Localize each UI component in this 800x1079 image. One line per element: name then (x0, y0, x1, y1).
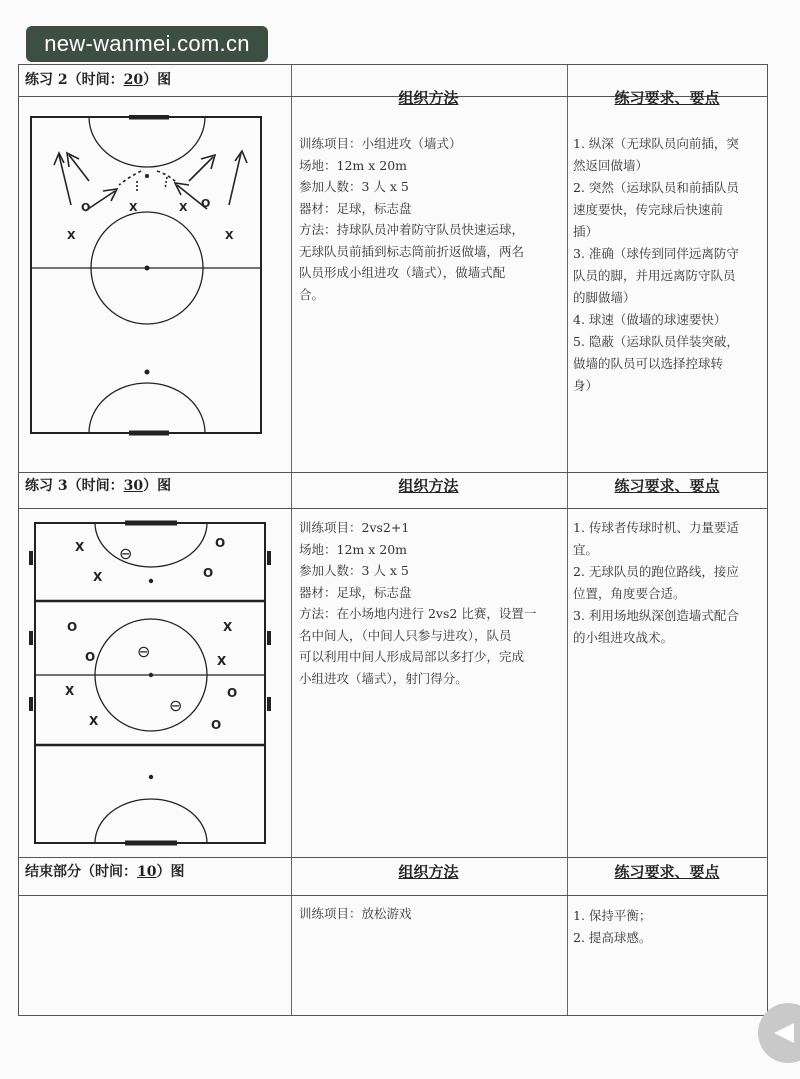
player-o: O (227, 686, 238, 700)
center-spot (149, 673, 153, 677)
player-o: O (67, 620, 78, 634)
org-method-header: 组织方法 (398, 477, 459, 495)
player-x: X (179, 201, 188, 214)
player-o: O (203, 566, 214, 580)
penalty-arc-top (95, 523, 207, 567)
player-x: X (129, 201, 138, 214)
row-divider (19, 857, 767, 858)
drill-2-field-diagram (29, 115, 265, 437)
movement-arrow (59, 155, 71, 205)
penalty-spot (145, 370, 150, 375)
neutral-player-icon: ⊖ (119, 544, 133, 563)
requirements-text: 1. 纵深（无球队员向前插，突 然返回做墙） 2. 突然（运球队员和前插队员 速度要快，传完球后快速前 插） 3. 准确（球传到同伴远离防守 队员的脚，并用远离防守队员 的脚做墙） 4. 球速（做墙的球速要快） 5. 隐蔽（运球队员佯装突破， 做墙的队员可以选择控球转 身） (573, 136, 739, 393)
player-x: X (67, 229, 76, 242)
pass-arrow-dashed (165, 177, 167, 189)
player-o: O (215, 536, 226, 550)
player-x: X (225, 229, 234, 242)
lesson-plan-table (18, 64, 768, 1016)
section-time: 20 (123, 72, 144, 88)
section-time: 10 (137, 864, 157, 880)
section-time: 30 (123, 478, 144, 494)
row-divider (19, 472, 767, 473)
side-goal (267, 697, 271, 711)
org-method-text: 训练项目：2vs2+1 场地：12m x 20m 参加人数：3 人 x 5 器材：足球，标志盘 方法：在小场地内进行 2vs2 比赛，设置一 名中间人，（中间人只参与进攻），队员 可以利用中间人形成局部以多打少，完成 小组进攻（墙式），射门得分。 (299, 520, 537, 686)
movement-arrow (189, 157, 213, 181)
row-divider (19, 895, 767, 896)
requirements-text: 1. 传球者传球时机、力量要适 宜。 2. 无球队员的跑位路线，接应 位置，角度要合适。 3. 利用场地纵深创造墙式配合 的小组进攻战术。 (573, 520, 739, 645)
center-spot (145, 266, 150, 271)
side-goal (267, 551, 271, 565)
player-o: O (201, 197, 211, 210)
section-title: 练习 3（时间：30）图 (25, 478, 172, 494)
penalty-arc-top (89, 117, 205, 167)
player-x: X (217, 654, 227, 668)
drill-3-field-diagram (27, 519, 273, 849)
org-method-header: 组织方法 (398, 89, 459, 107)
penalty-spot (149, 579, 153, 583)
player-x: X (65, 684, 75, 698)
org-method-header: 组织方法 (398, 863, 459, 881)
side-goal (29, 697, 33, 711)
side-goal (29, 551, 33, 565)
neutral-player-icon: ⊖ (169, 696, 183, 715)
side-goal (267, 631, 271, 645)
penalty-arc-bottom (95, 799, 207, 843)
side-goal (29, 631, 33, 645)
penalty-spot (149, 775, 153, 779)
neutral-player-icon: ⊖ (137, 642, 151, 661)
player-x: X (93, 570, 103, 584)
section-title: 结束部分（时间：10）图 (25, 864, 185, 880)
row-divider (19, 508, 767, 509)
field-boundary (35, 523, 265, 843)
watermark: new-wanmei.com.cn (26, 26, 268, 62)
player-x: X (89, 714, 99, 728)
player-o: O (85, 650, 96, 664)
field-boundary (31, 117, 261, 433)
requirements-header: 练习要求、要点 (614, 863, 720, 881)
org-method-text: 训练项目：放松游戏 (299, 906, 412, 921)
requirements-text: 1. 保持平衡； 2. 提高球感。 (573, 908, 652, 945)
player-x: X (223, 620, 233, 634)
player-o: O (211, 718, 222, 732)
penalty-arc-bottom (89, 383, 205, 433)
player-o: O (81, 201, 91, 214)
org-method-text: 训练项目：小组进攻（墙式） 场地：12m x 20m 参加人数：3 人 x 5 器材：足球，标志盘 方法：持球队员冲着防守队员快速运球， 无球队员前插到标志筒前折返做墙，两名 队员形成小组进攻（墙式），做墙式配 合。 (299, 136, 525, 302)
requirements-header: 练习要求、要点 (614, 477, 720, 495)
share-icon (772, 1019, 800, 1047)
section-title: 练习 2（时间：20）图 (25, 72, 172, 88)
ball (145, 174, 149, 178)
player-x: X (75, 540, 85, 554)
requirements-header: 练习要求、要点 (614, 89, 720, 107)
